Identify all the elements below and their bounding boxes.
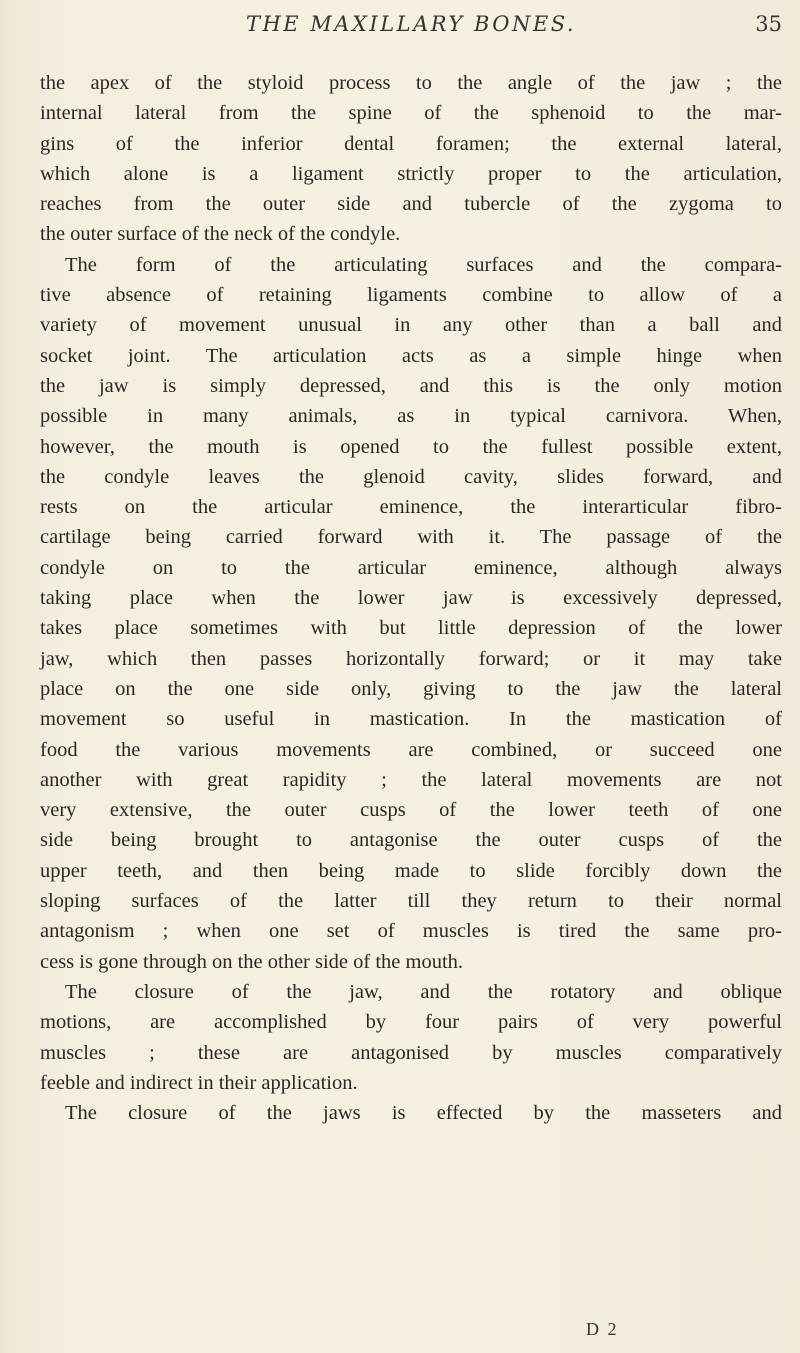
text-line: very extensive, the outer cusps of the lower teeth of one bbox=[40, 799, 782, 822]
text-line: the jaw is simply depressed, and this is the only motion bbox=[40, 374, 782, 397]
text-line: The closure of the jaw, and the rotatory and oblique bbox=[65, 980, 782, 1003]
text-line: upper teeth, and then being made to slide forcibly down the bbox=[40, 859, 782, 882]
text-line: cess is gone through on the other side of the mouth. bbox=[40, 950, 464, 973]
text-line: sloping surfaces of the latter till they return to their normal bbox=[40, 890, 782, 913]
text-line: muscles ; these are antagonised by muscles comparatively bbox=[40, 1041, 782, 1064]
text-line: however, the mouth is opened to the fullest possible extent, bbox=[40, 435, 782, 458]
text-line: which alone is a ligament strictly proper to the articulation, bbox=[40, 162, 782, 185]
text-line: taking place when the lower jaw is excessively depressed, bbox=[40, 587, 782, 610]
text-line: jaw, which then passes horizontally forward; or it may take bbox=[40, 647, 782, 670]
text-line: The closure of the jaws is effected by the masseters and bbox=[65, 1102, 782, 1125]
text-line: possible in many animals, as in typical carnivora. When, bbox=[40, 405, 782, 428]
signature-mark: D 2 bbox=[586, 1319, 619, 1339]
text-line: socket joint. The articulation acts as a simple hinge when bbox=[40, 344, 782, 367]
text-line: takes place sometimes with but little depression of the lower bbox=[40, 617, 782, 640]
text-line: feeble and indirect in their application. bbox=[40, 1071, 358, 1094]
text-line: antagonism ; when one set of muscles is tired the same pro- bbox=[40, 920, 782, 943]
text-line: gins of the inferior dental foramen; the external lateral, bbox=[40, 132, 782, 155]
text-line: condyle on to the articular eminence, although always bbox=[40, 556, 782, 579]
text-line: side being brought to antagonise the outer cusps of the bbox=[40, 829, 782, 852]
text-line: variety of movement unusual in any other than a ball and bbox=[40, 314, 782, 337]
text-line: internal lateral from the spine of the sphenoid to the mar- bbox=[40, 102, 782, 125]
body-text bbox=[40, 68, 782, 1128]
text-line: the outer surface of the neck of the condyle. bbox=[40, 223, 401, 246]
text-line: the apex of the styloid process to the angle of the jaw ; the bbox=[40, 72, 782, 94]
text-line: another with great rapidity ; the lateral movements are not bbox=[40, 768, 782, 791]
text-line: rests on the articular eminence, the interarticular fibro- bbox=[40, 496, 782, 519]
text-line: motions, are accomplished by four pairs of very powerful bbox=[40, 1011, 782, 1034]
text-line: food the various movements are combined, or succeed one bbox=[40, 738, 782, 761]
text-line: place on the one side only, giving to the jaw the lateral bbox=[40, 677, 782, 700]
running-title: THE MAXILLARY BONES. bbox=[245, 12, 577, 36]
text-line: The form of the articulating surfaces and the compara- bbox=[65, 253, 782, 276]
text-line: tive absence of retaining ligaments combine to allow of a bbox=[40, 284, 782, 307]
text-line: reaches from the outer side and tubercle of the zygoma to bbox=[40, 193, 782, 216]
text-line: cartilage being carried forward with it. The passage of the bbox=[40, 526, 782, 549]
page-number: 35 bbox=[755, 12, 782, 36]
text-line: the condyle leaves the glenoid cavity, slides forward, and bbox=[40, 465, 782, 488]
text-line: movement so useful in mastication. In the mastication of bbox=[40, 708, 782, 731]
running-head bbox=[40, 12, 782, 44]
